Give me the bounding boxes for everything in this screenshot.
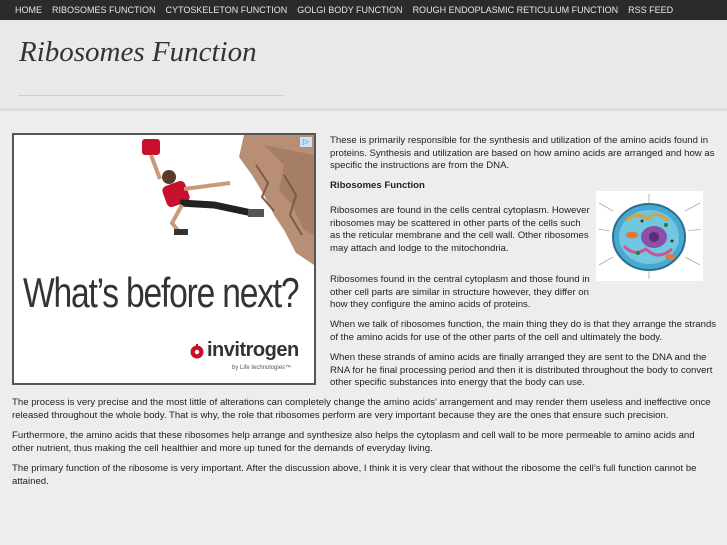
paragraph-arrangement: When we talk of ribosomes function, the main thing they do is that they arrange the strands of the amino acids for use of the other parts of the cell and ultimately the body. — [330, 319, 717, 343]
ad-brand-name: invitrogen — [207, 339, 299, 361]
nav-home[interactable]: HOME — [15, 5, 42, 15]
nav-rough-er-function[interactable]: ROUGH ENDOPLASMIC RETICULUM FUNCTION — [412, 5, 619, 15]
invitrogen-logo-icon — [190, 343, 204, 359]
climber-image — [134, 137, 284, 237]
ad-brand-sub: by Life technologies™ — [232, 365, 292, 371]
nav-cytoskeleton-function[interactable]: CYTOSKELETON FUNCTION — [165, 5, 288, 15]
nav-ribosomes-function[interactable]: RIBOSOMES FUNCTION — [52, 5, 156, 15]
header-shadow — [0, 108, 727, 111]
site-header — [0, 20, 727, 110]
advertisement-banner[interactable] — [12, 133, 316, 385]
ad-headline: What’s before next? — [23, 269, 299, 316]
nav-rss-feed[interactable]: RSS FEED — [628, 5, 674, 15]
page-title: Ribosomes Function — [19, 36, 257, 68]
paragraph-processing: When these strands of amino acids are finally arranged they are sent to the DNA and the RNA for he final processing period and then it is distributed throughout the body to convert other specific substances into energy that the body can use. — [330, 352, 713, 388]
paragraph-permeability: Furthermore, the amino acids that these ribosomes help arrange and synthesize also helps the cytoplasm and cell wall to be more permeable to amino acids and other nutrient, thus making the cell healthier and more up tuned for the demands of everyday living. — [12, 430, 695, 454]
cell-diagram-image — [596, 191, 703, 281]
section-subheading: Ribosomes Function — [330, 180, 425, 191]
top-nav — [0, 0, 727, 20]
paragraph-conclusion: The primary function of the ribosome is very important. After the discussion above, I think it is very clear that without the ribosome the cell’s full function cannot be attained. — [12, 463, 697, 487]
paragraph-precision: The process is very precise and the most little of alterations can completely change the amino acids’ arrangement and may render them useless and ineffective once released throughout the whole body. That is why, the role that ribosomes perform are very important because they are the ones that ensure such precision. — [12, 397, 711, 421]
adchoices-icon[interactable]: ▷ — [300, 137, 312, 147]
title-divider — [18, 95, 284, 96]
ad-brand — [190, 339, 299, 362]
intro-paragraph: These is primarily responsible for the synthesis and utilization of the amino acids found in proteins. Synthesis and utilization are based on how amino acids are arranged and how as specific the instructions are from the DNA. — [330, 135, 715, 171]
paragraph-location: Ribosomes are found in the cells central cytoplasm. However ribosomes may be scattered in other parts of the cells such as the reticular membrane and the cell wall. Other ribosomes may attach and lodge to the mitochondria. — [330, 205, 590, 254]
paragraph-structure: Ribosomes found in the central cytoplasm and those found in other cell parts are similar in structure however, they differ on how they configure the amino acids of proteins. — [330, 274, 590, 310]
nav-golgi-body-function[interactable]: GOLGI BODY FUNCTION — [297, 5, 403, 15]
